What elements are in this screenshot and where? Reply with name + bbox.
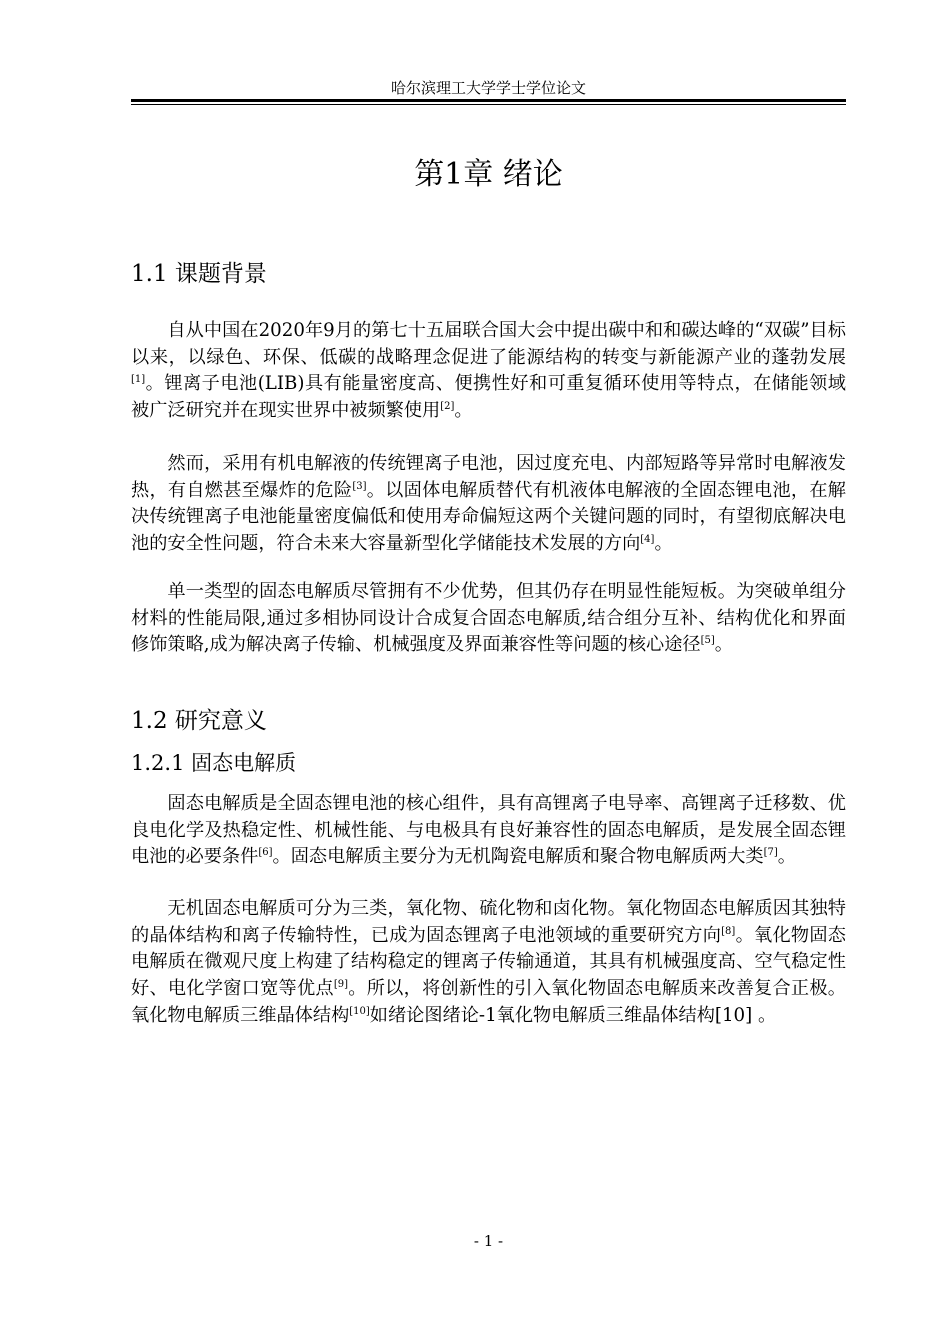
- paragraph: [131, 896, 846, 1030]
- paragraph-text: 。: [714, 634, 733, 656]
- paragraph-text: 自从中国在2020年9月的第七十五届联合国大会中提出碳中和和碳达峰的“双碳”目标以来，以绿色、环保、低碳的战略理念促进了能源结构的转变与新能源产业的蓬勃发展: [131, 320, 846, 368]
- paragraph-text: 。所以，将创新性的引入氧化物固态电解质来改善复合正极。氧化物电解质三维晶体结构: [131, 978, 846, 1026]
- section-heading-background: 1.1 课题背景: [131, 261, 267, 287]
- paragraph-text: 。: [654, 533, 673, 555]
- paragraph-text: 固态电解质是全固态锂电池的核心组件，具有高锂离子电导率、高锂离子迁移数、优良电化学及热稳定性、机械性能、与电极具有良好兼容性的固态电解质，是发展全固态锂电池的必要条件: [131, 793, 846, 868]
- paragraph: [131, 791, 846, 871]
- paragraph-text: 。氧化物固态电解质在微观尺度上构建了结构稳定的锂离子传输通道，其具有机械强度高、空气稳定性好、电化学窗口宽等优点: [131, 924, 846, 1000]
- section-heading-significance: 1.2 研究意义: [131, 708, 267, 734]
- citation-marker: [7]: [763, 847, 778, 859]
- paragraph-text: 如绪论图绪论-1氧化物电解质三维晶体结构[10] 。: [369, 1004, 777, 1026]
- citation-marker: [2]: [440, 401, 455, 413]
- paragraph-text: 。以固体电解质替代有机液体电解液的全固态锂电池，在解决传统锂离子电池能量密度偏低和使用寿命偏短这两个关键问题的同时，有望彻底解决电池的安全性问题，符合未来大容量新型化学储能技术发展的方向: [131, 479, 846, 555]
- paragraph-text: 。: [777, 846, 796, 868]
- citation-marker: [3]: [352, 480, 367, 492]
- paragraph: [131, 579, 846, 659]
- citation-marker: [10]: [349, 1005, 370, 1017]
- paragraph: [131, 451, 846, 558]
- citation-marker: [9]: [333, 979, 349, 991]
- header-rule-thin: [131, 104, 846, 105]
- page-number: - 1 -: [473, 1232, 504, 1250]
- chapter-title: 第1章 绪论: [414, 157, 563, 192]
- paragraph-text: 。: [454, 400, 473, 422]
- running-header: 哈尔滨理工大学学士学位论文: [390, 79, 586, 97]
- header-rule-thick: [131, 99, 846, 102]
- paragraph-text: 然而，采用有机电解液的传统锂离子电池，因过度充电、内部短路等异常时电解液发热，有自燃甚至爆炸的危险: [131, 453, 846, 501]
- paragraph-text: 单一类型的固态电解质尽管拥有不少优势，但其仍存在明显性能短板。为突破单组分材料的性能局限,通过多相协同设计合成复合固态电解质,结合组分互补、结构优化和界面修饰策略,成为解决离子传输、机械强度及界面兼容性等问题的核心途径: [131, 581, 846, 656]
- citation-marker: [8]: [721, 925, 736, 937]
- citation-marker: [5]: [700, 635, 715, 647]
- citation-marker: [4]: [640, 534, 655, 546]
- paragraph: [131, 318, 846, 425]
- paragraph-text: 。固态电解质主要分为无机陶瓷电解质和聚合物电解质两大类: [272, 846, 764, 868]
- subsection-heading-solid-electrolyte: 1.2.1 固态电解质: [131, 751, 297, 775]
- citation-marker: [6]: [258, 847, 273, 859]
- paragraph-text: 。锂离子电池(LIB)具有能量密度高、便携性好和可重复循环使用等特点，在储能领域被广泛研究并在现实世界中被频繁使用: [131, 373, 846, 422]
- citation-marker: [1]: [131, 374, 146, 386]
- paragraph-text: 无机固态电解质可分为三类，氧化物、硫化物和卤化物。氧化物固态电解质因其独特的晶体结构和离子传输特性，已成为固态锂离子电池领域的重要研究方向: [131, 898, 846, 946]
